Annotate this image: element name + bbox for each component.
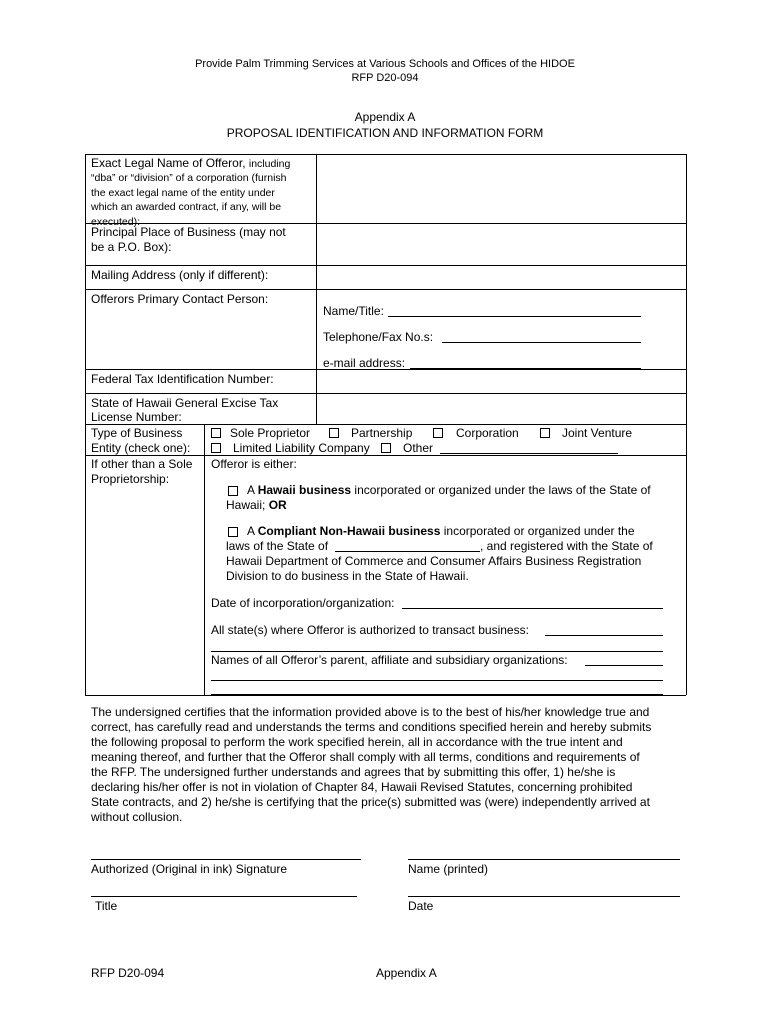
partnership-checkbox[interactable] <box>329 428 339 438</box>
name-printed-line[interactable] <box>408 859 680 860</box>
title-label: Title <box>95 899 118 913</box>
rfp-title: Provide Palm Trimming Services at Various Schools and Offices of the HIDOE <box>195 58 575 70</box>
parent-orgs-field-3[interactable] <box>211 694 663 695</box>
principal-place-label: Principal Place of Business (may not be a P.O. Box): <box>91 225 286 254</box>
non-hawaii-state-label: laws of the State of <box>226 539 329 553</box>
non-hawaii-registered-text: , and registered with the State of <box>480 539 653 553</box>
parent-orgs-field[interactable] <box>585 665 663 666</box>
email-label: e-mail address: <box>323 356 406 370</box>
offeror-is-either-label: Offeror is either: <box>211 457 297 471</box>
get-license-label: State of Hawaii General Excise Tax License Number: <box>91 396 279 424</box>
appendix-label: Appendix A <box>354 110 416 124</box>
form-title: PROPOSAL IDENTIFICATION AND INFORMATION FORM <box>226 126 544 140</box>
hawaii-business-text: A Hawaii business incorporated or organized under the laws of the State of <box>247 483 651 497</box>
fein-field[interactable] <box>318 371 684 392</box>
other-checkbox[interactable] <box>381 443 391 453</box>
mailing-address-field[interactable] <box>318 267 684 288</box>
parent-orgs-label: Names of all Offeror’s parent, affiliate and subsidiary organizations: <box>211 653 568 667</box>
corporation-label: Corporation <box>456 426 519 440</box>
states-authorized-field[interactable] <box>545 635 663 636</box>
non-hawaii-line4: Division to do business in the State of Hawaii. <box>226 569 469 583</box>
legal-name-note: “dba” or “division” of a corporation (furnish the exact legal name of the entity under which an awarded contract, if any, will be executed): <box>91 172 287 228</box>
date-line[interactable] <box>408 896 680 897</box>
non-hawaii-state-field[interactable] <box>335 551 480 552</box>
states-authorized-label: All state(s) where Offeror is authorized to transact business: <box>211 623 529 637</box>
parent-orgs-field-2[interactable] <box>211 680 663 681</box>
name-title-field[interactable] <box>388 316 641 317</box>
llc-checkbox[interactable] <box>211 443 221 453</box>
hawaii-business-line2: Hawaii; OR <box>226 498 287 512</box>
legal-name-field[interactable] <box>318 156 684 222</box>
name-printed-label: Name (printed) <box>408 862 489 876</box>
joint-venture-checkbox[interactable] <box>540 428 550 438</box>
email-field[interactable] <box>410 368 641 369</box>
rfp-number: RFP D20-094 <box>351 72 419 84</box>
footer-rfp-number: RFP D20-094 <box>91 966 165 980</box>
mailing-address-label: Mailing Address (only if different): <box>91 268 269 282</box>
principal-place-field[interactable] <box>318 225 684 264</box>
footer-appendix: Appendix A <box>376 966 437 980</box>
non-hawaii-business-checkbox[interactable] <box>228 527 238 537</box>
date-incorporation-label: Date of incorporation/organization: <box>211 596 395 610</box>
states-authorized-field-2[interactable] <box>211 651 663 652</box>
date-label: Date <box>408 899 434 913</box>
authorized-signature-label: Authorized (Original in ink) Signature <box>91 862 288 876</box>
other-field[interactable] <box>440 453 618 454</box>
certification-paragraph: The undersigned certifies that the information provided above is to the best of his/her knowledge true and correct, has carefully read and understands the terms and conditions specified herein and hereby submits the following proposal to perform the work specified herein, all in accordance with the true intent and meaning thereof, and further that the Offeror shall comply with all terms, conditions and requirements of the RFP. The undersigned further understands and agrees that by submitting this offer, 1) he/she is declaring his/her offer is not in violation of Chapter 84, Hawaii Revised Statutes, concerning prohibited State contracts, and 2) he/she is certifying that the price(s) submitted was (were) independently arrived at without collusion. <box>91 705 652 824</box>
sole-proprietor-label: Sole Proprietor <box>230 426 311 440</box>
contact-person-label: Offerors Primary Contact Person: <box>91 292 269 306</box>
corporation-checkbox[interactable] <box>433 428 443 438</box>
name-title-label: Name/Title: <box>323 304 384 318</box>
legal-name-label: Exact Legal Name of Offeror, including <box>91 156 291 170</box>
joint-venture-label: Joint Venture <box>562 426 633 440</box>
if-other-label: If other than a Sole Proprietorship: <box>91 457 193 486</box>
partnership-label: Partnership <box>351 426 413 440</box>
signature-line[interactable] <box>91 859 361 860</box>
other-label: Other <box>403 441 434 455</box>
telephone-label: Telephone/Fax No.s: <box>323 330 434 344</box>
sole-proprietor-checkbox[interactable] <box>211 428 221 438</box>
title-line[interactable] <box>91 896 357 897</box>
hawaii-business-checkbox[interactable] <box>228 486 238 496</box>
non-hawaii-business-text: A Compliant Non-Hawaii business incorporated or organized under the <box>247 524 635 538</box>
telephone-field[interactable] <box>442 342 641 343</box>
date-incorporation-field[interactable] <box>402 608 663 609</box>
business-type-label: Type of Business Entity (check one): <box>91 426 191 455</box>
non-hawaii-line3: Hawaii Department of Commerce and Consumer Affairs Business Registration <box>226 554 642 568</box>
llc-label: Limited Liability Company <box>233 441 370 455</box>
fein-label: Federal Tax Identification Number: <box>91 372 274 386</box>
get-license-field[interactable] <box>318 395 684 423</box>
